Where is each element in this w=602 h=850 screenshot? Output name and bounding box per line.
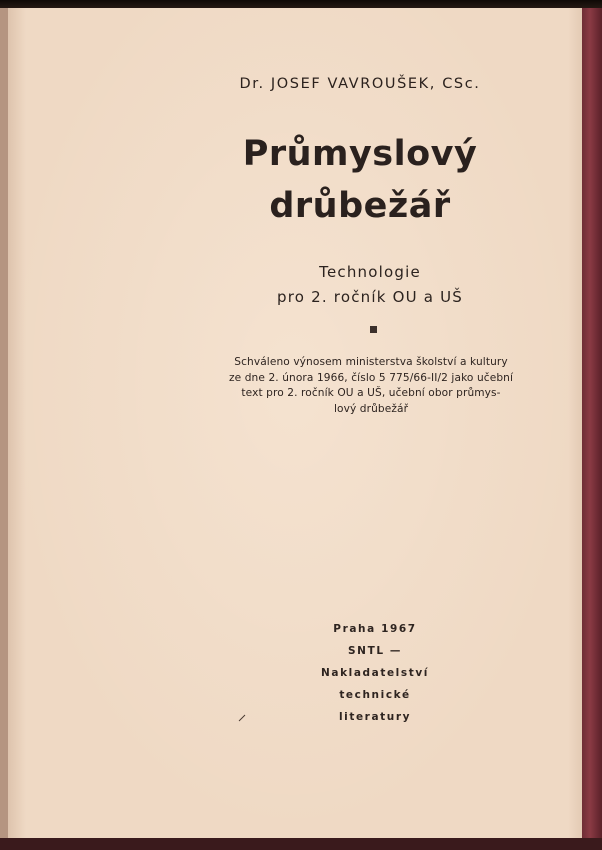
approval-line: lový drůbežář bbox=[333, 402, 409, 415]
approval-notice bbox=[226, 355, 516, 417]
imprint-line: technické bbox=[339, 689, 411, 701]
publisher-imprint bbox=[300, 618, 450, 728]
square-bullet-icon bbox=[370, 326, 377, 333]
imprint-line: SNTL — bbox=[348, 645, 402, 657]
page-spine-edge bbox=[0, 8, 8, 840]
imprint-line: Nakladatelství bbox=[321, 667, 429, 679]
book-subtitle bbox=[220, 260, 520, 310]
subtitle-line-2: pro 2. ročník OU a UŠ bbox=[277, 288, 463, 306]
author-name: Dr. JOSEF VAVROUŠEK, CSc. bbox=[239, 76, 481, 92]
title-line-1: Průmyslový bbox=[242, 134, 478, 174]
title-line-2: drůbežář bbox=[269, 186, 451, 226]
book-bottom-edge bbox=[0, 838, 602, 850]
imprint-line: Praha 1967 bbox=[333, 623, 417, 635]
book-title bbox=[200, 128, 520, 232]
subtitle-line-1: Technologie bbox=[319, 263, 421, 281]
approval-line: Schváleno výnosem ministerstva školství a kultury bbox=[234, 356, 508, 368]
approval-line: text pro 2. ročník OU a UŠ, učební obor průmys- bbox=[241, 387, 501, 399]
book-cover-edge bbox=[582, 8, 602, 840]
approval-line: ze dne 2. února 1966, číslo 5 775/66-II/2 jako učební bbox=[228, 371, 514, 384]
imprint-line: literatury bbox=[338, 711, 412, 723]
pencil-mark-icon bbox=[238, 714, 246, 722]
